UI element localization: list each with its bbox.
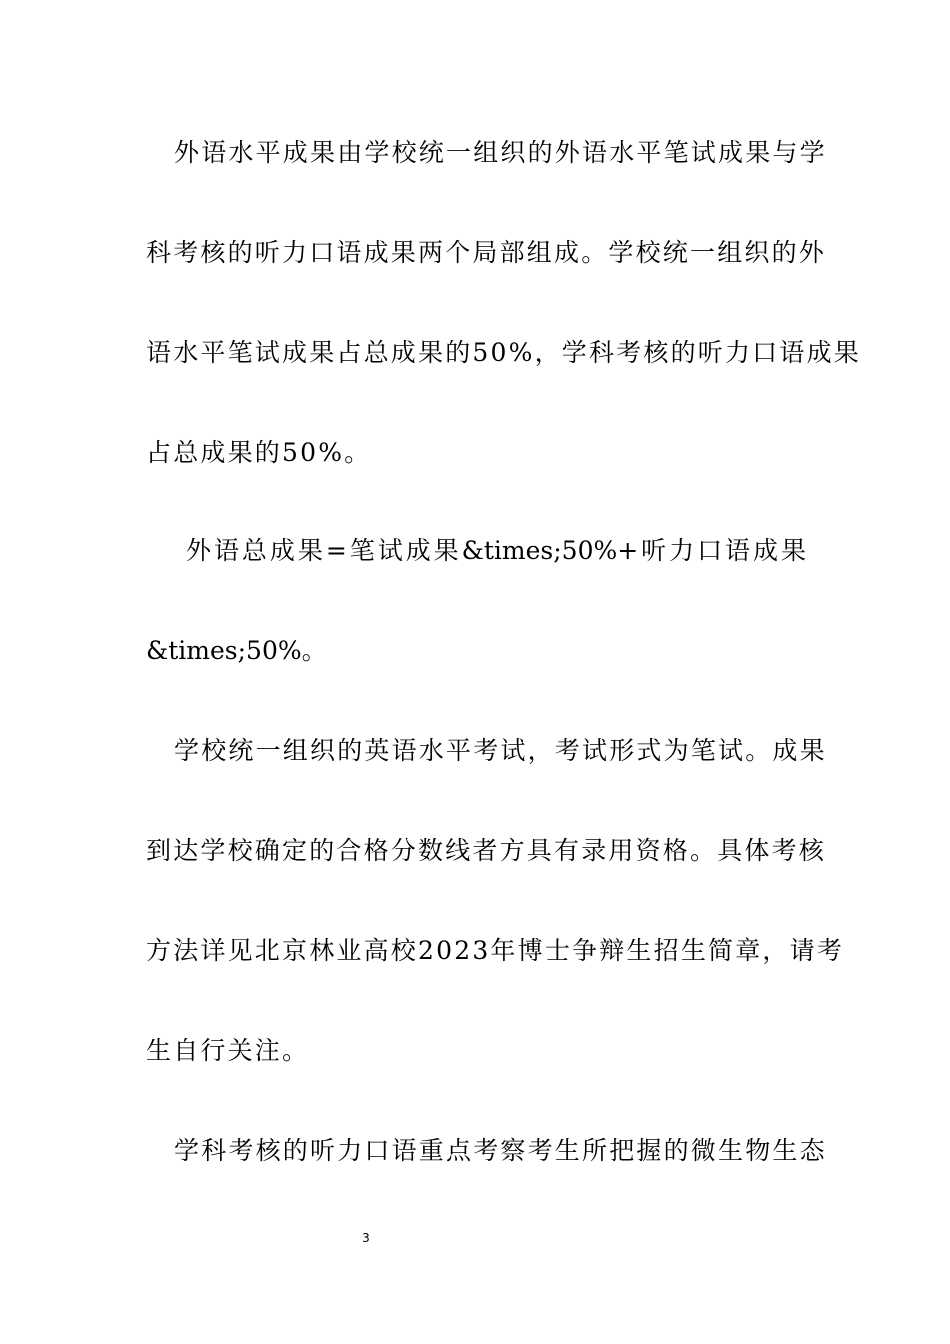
- paragraph-2-line-2: 到达学校确定的合格分数线者方具有录用资格。具体考核: [146, 836, 827, 865]
- formula-line-2: &times;50%。: [146, 636, 327, 665]
- paragraph-1-line-4: 占总成果的50%。: [146, 438, 372, 467]
- paragraph-3-line-1: 学科考核的听力口语重点考察考生所把握的微生物生态: [174, 1136, 827, 1165]
- paragraph-1-line-3: 语水平笔试成果占总成果的50%，学科考核的听力口语成果: [146, 338, 861, 367]
- paragraph-2-line-4: 生自行关注。: [146, 1036, 310, 1065]
- paragraph-1-line-1: 外语水平成果由学校统一组织的外语水平笔试成果与学: [174, 138, 827, 167]
- page-number: 3: [362, 1231, 370, 1245]
- paragraph-1-line-2: 科考核的听力口语成果两个局部组成。学校统一组织的外: [146, 238, 827, 267]
- paragraph-2-line-3: 方法详见北京林业高校2023年博士争辩生招生简章，请考: [146, 936, 845, 965]
- formula-line-1: 外语总成果=笔试成果&times;50%+听力口语成果: [186, 536, 806, 565]
- paragraph-2-line-1: 学校统一组织的英语水平考试，考试形式为笔试。成果: [174, 736, 827, 765]
